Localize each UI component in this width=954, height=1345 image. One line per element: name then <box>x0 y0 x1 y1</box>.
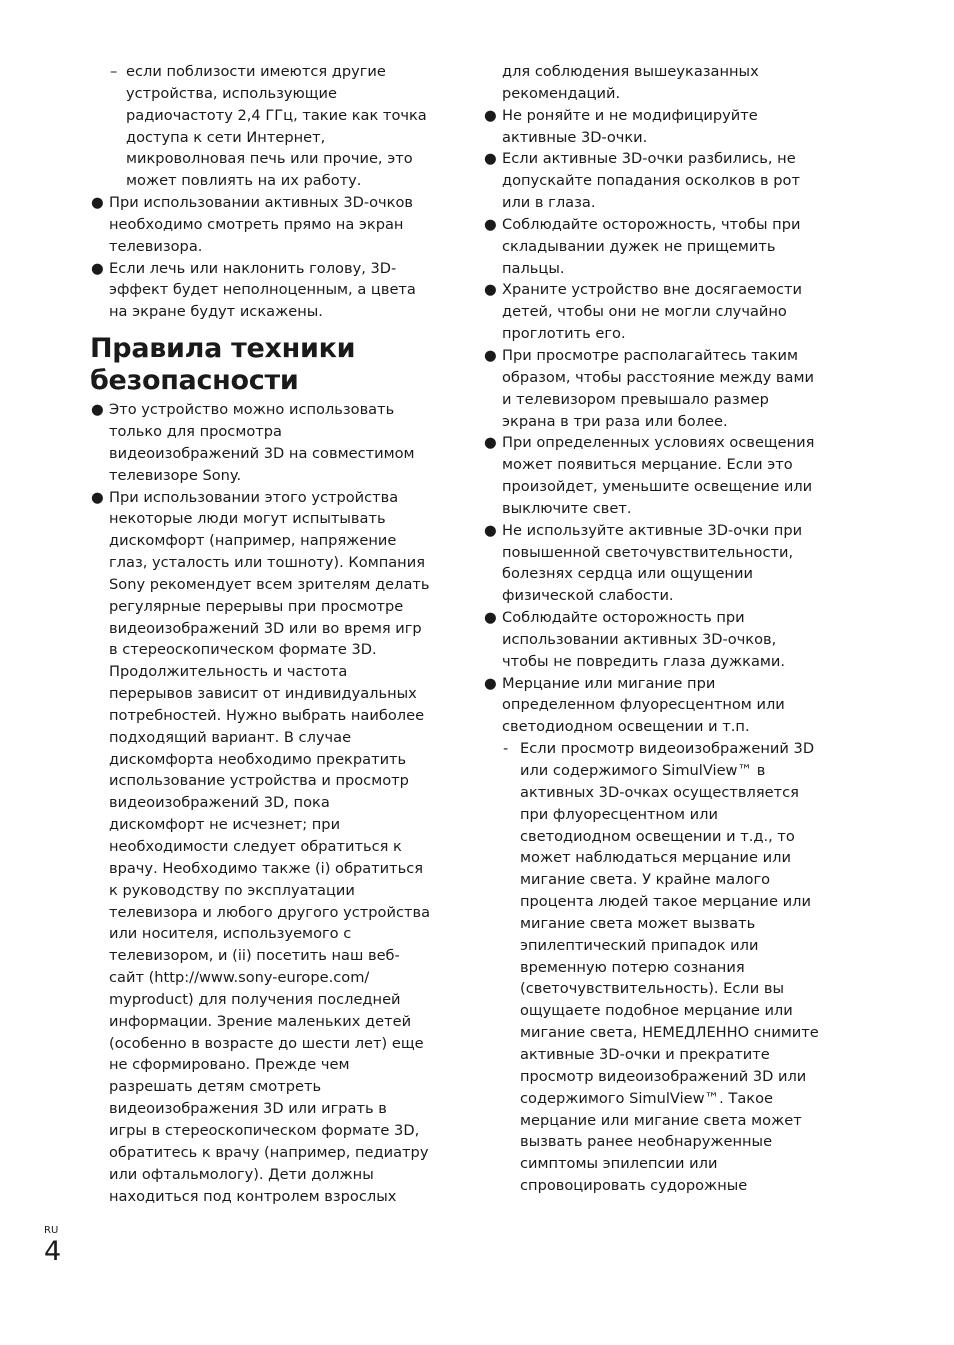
text-line: мерцание или мигание света может <box>520 1111 802 1129</box>
bullet-marker: ● <box>484 674 497 692</box>
text-line: если поблизости имеются другие <box>126 63 386 80</box>
text-line: (светочувствительность). Если вы <box>520 980 784 998</box>
text-line: перерывов зависит от индивидуальных <box>109 685 417 703</box>
text-line: Мерцание или мигание при <box>502 674 716 692</box>
text-line: телевизора и любого другого устройства <box>109 903 431 921</box>
bullet-item <box>483 279 873 345</box>
text-line: микроволновая печь или прочие, это <box>126 150 413 168</box>
text-line: образом, чтобы расстояние между вами <box>502 368 814 386</box>
text-line: некоторые люди могут испытывать <box>109 510 386 528</box>
text-line: регулярные перерывы при просмотре <box>109 597 404 615</box>
sub-item <box>90 61 470 192</box>
text-line: может появиться мерцание. Если это <box>502 456 793 474</box>
text-line: видеоизображений 3D или во время игр <box>109 619 422 637</box>
text-line: содержимого SimulView™. Такое <box>520 1089 774 1107</box>
text-line: необходимо смотреть прямо на экран <box>109 215 404 233</box>
text-line: сайт (http://www.sony-europe.com/ <box>109 969 370 987</box>
bullet-marker: ● <box>484 281 497 299</box>
text-line: на экране будут искажены. <box>109 303 323 321</box>
sub-item <box>483 738 873 1197</box>
section-heading <box>90 333 470 397</box>
text-line: активных 3D-очках осуществляется <box>520 783 799 801</box>
text-line: пальцы. <box>502 259 565 277</box>
text-line: Не используйте активные 3D-очки при <box>502 521 803 539</box>
text-line: к руководству по эксплуатации <box>109 881 355 899</box>
text-line: Если просмотр видеоизображений 3D <box>520 740 815 758</box>
text-line: использование устройства и просмотр <box>109 772 409 790</box>
page-number: 4 <box>44 1236 62 1267</box>
text-line: видеоизображений 3D на совместимом <box>109 444 415 462</box>
text-line: или офтальмологу). Дети должны <box>109 1165 374 1183</box>
text-line: (особенно в возрасте до шести лет) еще <box>109 1034 424 1052</box>
text-line: При использовании активных 3D-очков <box>109 194 414 212</box>
text-line: Соблюдайте осторожность, чтобы при <box>502 215 801 233</box>
text-line: детей, чтобы они не могли случайно <box>502 303 787 321</box>
text-line: Если лечь или наклонить голову, 3D- <box>109 259 397 277</box>
text-line: болезнях сердца или ощущении <box>502 565 753 583</box>
text-line: Sony рекомендует всем зрителям делать <box>109 575 430 593</box>
bullet-marker: ● <box>484 346 497 364</box>
text-line: Соблюдайте осторожность при <box>502 609 745 627</box>
text-line: При просмотре располагайтесь таким <box>502 346 799 364</box>
text-line: складывании дужек не прищемить <box>502 237 776 255</box>
text-line: допускайте попадания осколков в рот <box>502 172 800 190</box>
text-line: активные 3D-очки. <box>502 128 648 146</box>
text-line: Если активные 3D-очки разбились, не <box>502 150 796 168</box>
text-line: в стереоскопическом формате 3D. <box>109 641 377 659</box>
text-line: может повлиять на их работу. <box>126 172 362 190</box>
text-line: повышенной светочувствительности, <box>502 543 794 561</box>
text-line: для соблюдения вышеуказанных <box>502 63 759 80</box>
bullet-item <box>90 487 470 1208</box>
text-line: рекомендаций. <box>502 84 621 102</box>
text-line: Это устройство можно использовать <box>109 401 395 419</box>
text-line: физической слабости. <box>502 587 674 605</box>
text-line: светодиодном освещении и т.п. <box>502 718 750 736</box>
text-line: выключите свет. <box>502 499 632 517</box>
dash-marker: – <box>110 63 118 80</box>
bullet-marker: ● <box>484 609 497 627</box>
text-line: спровоцировать судорожные <box>520 1177 748 1195</box>
left-column <box>90 61 470 1207</box>
text-line: может наблюдаться мерцание или <box>520 849 791 867</box>
text-line: подходящий вариант. В случае <box>109 728 352 746</box>
bullet-item <box>90 192 470 258</box>
text-line: активные 3D-очки и прекратите <box>520 1045 770 1063</box>
text-line: использовании активных 3D-очков, <box>502 630 777 648</box>
bullet-marker: ● <box>484 150 497 168</box>
text-line: необходимости следует обратиться к <box>109 838 402 855</box>
text-line: мигание света, НЕМЕДЛЕННО снимите <box>520 1024 819 1042</box>
dash-marker: - <box>503 740 509 758</box>
text-line: При определенных условиях освещения <box>502 434 815 452</box>
text-line: эпилептический припадок или <box>520 936 759 954</box>
bullet-item <box>483 214 873 280</box>
text-line: дискомфорта необходимо прекратить <box>109 750 407 768</box>
page-footer <box>44 1225 61 1267</box>
text-line: или в глаза. <box>502 194 596 212</box>
text-line: экрана в три раза или более. <box>502 412 728 430</box>
text-line: вызвать ранее необнаруженные <box>520 1133 773 1151</box>
text-line: телевизором, и (ii) посетить наш веб- <box>109 947 400 965</box>
bullet-item <box>90 399 470 486</box>
bullet-marker: ● <box>91 401 104 419</box>
text-line: просмотр видеоизображений 3D или <box>520 1067 807 1085</box>
text-line: глаз, усталость или тошноту). Компания <box>109 554 425 572</box>
text-line: обратитесь к врачу (например, педиатру <box>109 1143 429 1161</box>
bullet-item <box>483 105 873 149</box>
text-line: чтобы не повредить глаза дужками. <box>502 652 786 670</box>
text-line: Не роняйте и не модифицируйте <box>502 106 758 124</box>
text-line: определенном флуоресцентном или <box>502 696 785 714</box>
text-line: устройства, использующие <box>126 84 337 102</box>
bullet-marker: ● <box>91 194 104 212</box>
heading-line: безопасности <box>90 365 299 397</box>
bullet-marker: ● <box>484 521 497 539</box>
text-line: или содержимого SimulView™ в <box>520 762 766 779</box>
text-line: При использовании этого устройства <box>109 488 399 506</box>
heading-line: Правила техники <box>90 333 356 365</box>
bullet-item <box>483 607 873 673</box>
text-line: проглотить его. <box>502 325 626 343</box>
text-line: телевизора. <box>109 237 203 255</box>
text-line: телевизоре Sony. <box>109 466 242 484</box>
text-line: потребностей. Нужно выбрать наиболее <box>109 706 425 724</box>
text-line: Продолжительность и частота <box>109 663 348 681</box>
text-line: ощущаете подобное мерцание или <box>520 1002 793 1020</box>
text-line: эффект будет неполноценным, а цвета <box>109 281 416 299</box>
bullet-marker: ● <box>91 488 104 506</box>
bullet-item <box>483 520 873 607</box>
text-line: при флуоресцентном или <box>520 805 718 823</box>
text-line: и телевизором превышало размер <box>502 390 769 408</box>
text-line: находиться под контролем взрослых <box>109 1187 397 1205</box>
text-line: myproduct) для получения последней <box>109 990 401 1008</box>
text-line: видеоизображения 3D или играть в <box>109 1100 387 1118</box>
bullet-item <box>483 432 873 519</box>
bullet-marker: ● <box>484 106 497 124</box>
bullet-marker: ● <box>484 434 497 452</box>
bullet-item <box>90 258 470 324</box>
text-line: процента людей такое мерцание или <box>520 893 811 911</box>
text-line: не сформировано. Прежде чем <box>109 1056 350 1074</box>
text-line: дискомфорт (например, напряжение <box>109 532 397 550</box>
text-line: или носителя, используемого с <box>109 925 352 943</box>
text-line: радиочастоту 2,4 ГГц, такие как точка <box>126 106 427 124</box>
text-line: игры в стереоскопическом формате 3D, <box>109 1121 420 1139</box>
bullet-marker: ● <box>484 215 497 233</box>
text-line: информации. Зрение маленьких детей <box>109 1012 412 1030</box>
text-line: мигание света. У крайне малого <box>520 871 771 889</box>
bullet-marker: ● <box>91 259 104 277</box>
text-line: Храните устройство вне досягаемости <box>502 281 802 299</box>
text-line: светодиодном освещении и т.д., то <box>520 827 795 845</box>
text-line: симптомы эпилепсии или <box>520 1155 718 1173</box>
continued-text <box>483 61 873 105</box>
text-line: видеоизображений 3D, пока <box>109 794 330 812</box>
text-line: временную потерю сознания <box>520 958 745 976</box>
bullet-item <box>483 673 873 739</box>
bullet-item <box>483 345 873 432</box>
text-line: только для просмотра <box>109 422 282 440</box>
right-column <box>483 61 873 1197</box>
bullet-item <box>483 148 873 214</box>
text-line: мигание света может вызвать <box>520 914 756 932</box>
text-line: врачу. Необходимо также (i) обратиться <box>109 859 424 877</box>
text-line: доступа к сети Интернет, <box>126 128 326 146</box>
text-line: произойдет, уменьшите освещение или <box>502 478 813 496</box>
language-code: RU <box>44 1225 59 1236</box>
text-line: разрешать детям смотреть <box>109 1078 322 1096</box>
text-line: дискомфорт не исчезнет; при <box>109 816 341 834</box>
